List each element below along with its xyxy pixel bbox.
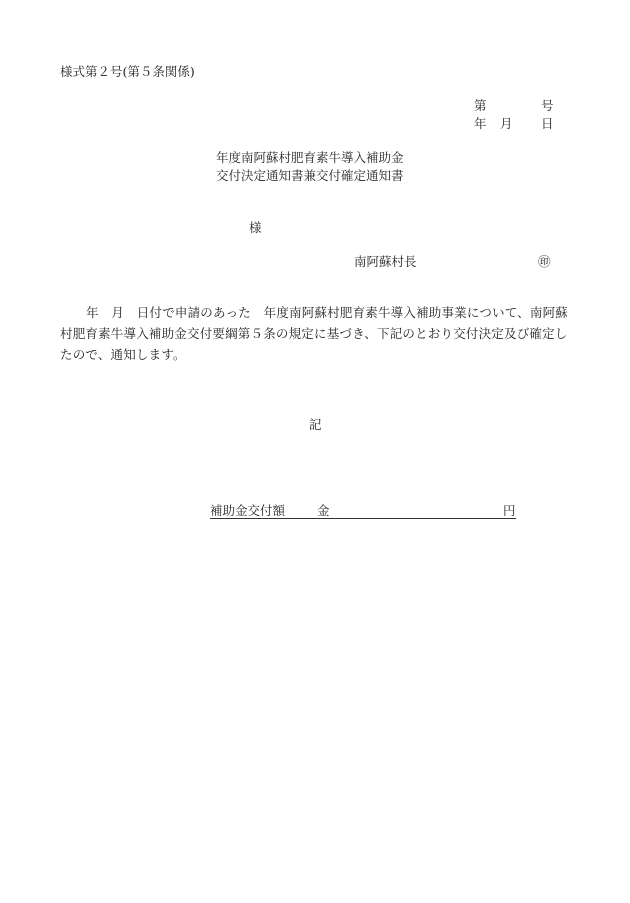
title-line-1: 年度南阿蘇村肥育素牛導入補助金 (216, 150, 404, 165)
issuer-name: 南阿蘇村長 (354, 254, 417, 269)
date-day: 日 (541, 116, 554, 131)
body-paragraph: 年 月 日付で申請のあった 年度南阿蘇村肥育素牛導入補助事業について、南阿蘇村肥育素牛導入補助金交付要綱第５条の規定に基づき、下記のとおり交付決定及び確定したので、通知します。 (60, 305, 568, 362)
date-month: 月 (500, 116, 513, 131)
form-id: 様式第２号(第５条関係) (60, 64, 195, 79)
amount-unit: 円 (503, 503, 516, 518)
amount-label: 補助金交付額 (210, 503, 286, 518)
amount-prefix: 金 (317, 503, 330, 518)
doc-number-go: 号 (541, 98, 554, 113)
seal-mark: ㊞ (538, 254, 551, 269)
ki-heading: 記 (309, 417, 322, 432)
date-year: 年 (474, 116, 487, 131)
title-line-2: 交付決定通知書兼交付確定通知書 (216, 168, 404, 183)
doc-number-dai: 第 (474, 98, 487, 113)
addressee-suffix: 様 (249, 220, 262, 235)
